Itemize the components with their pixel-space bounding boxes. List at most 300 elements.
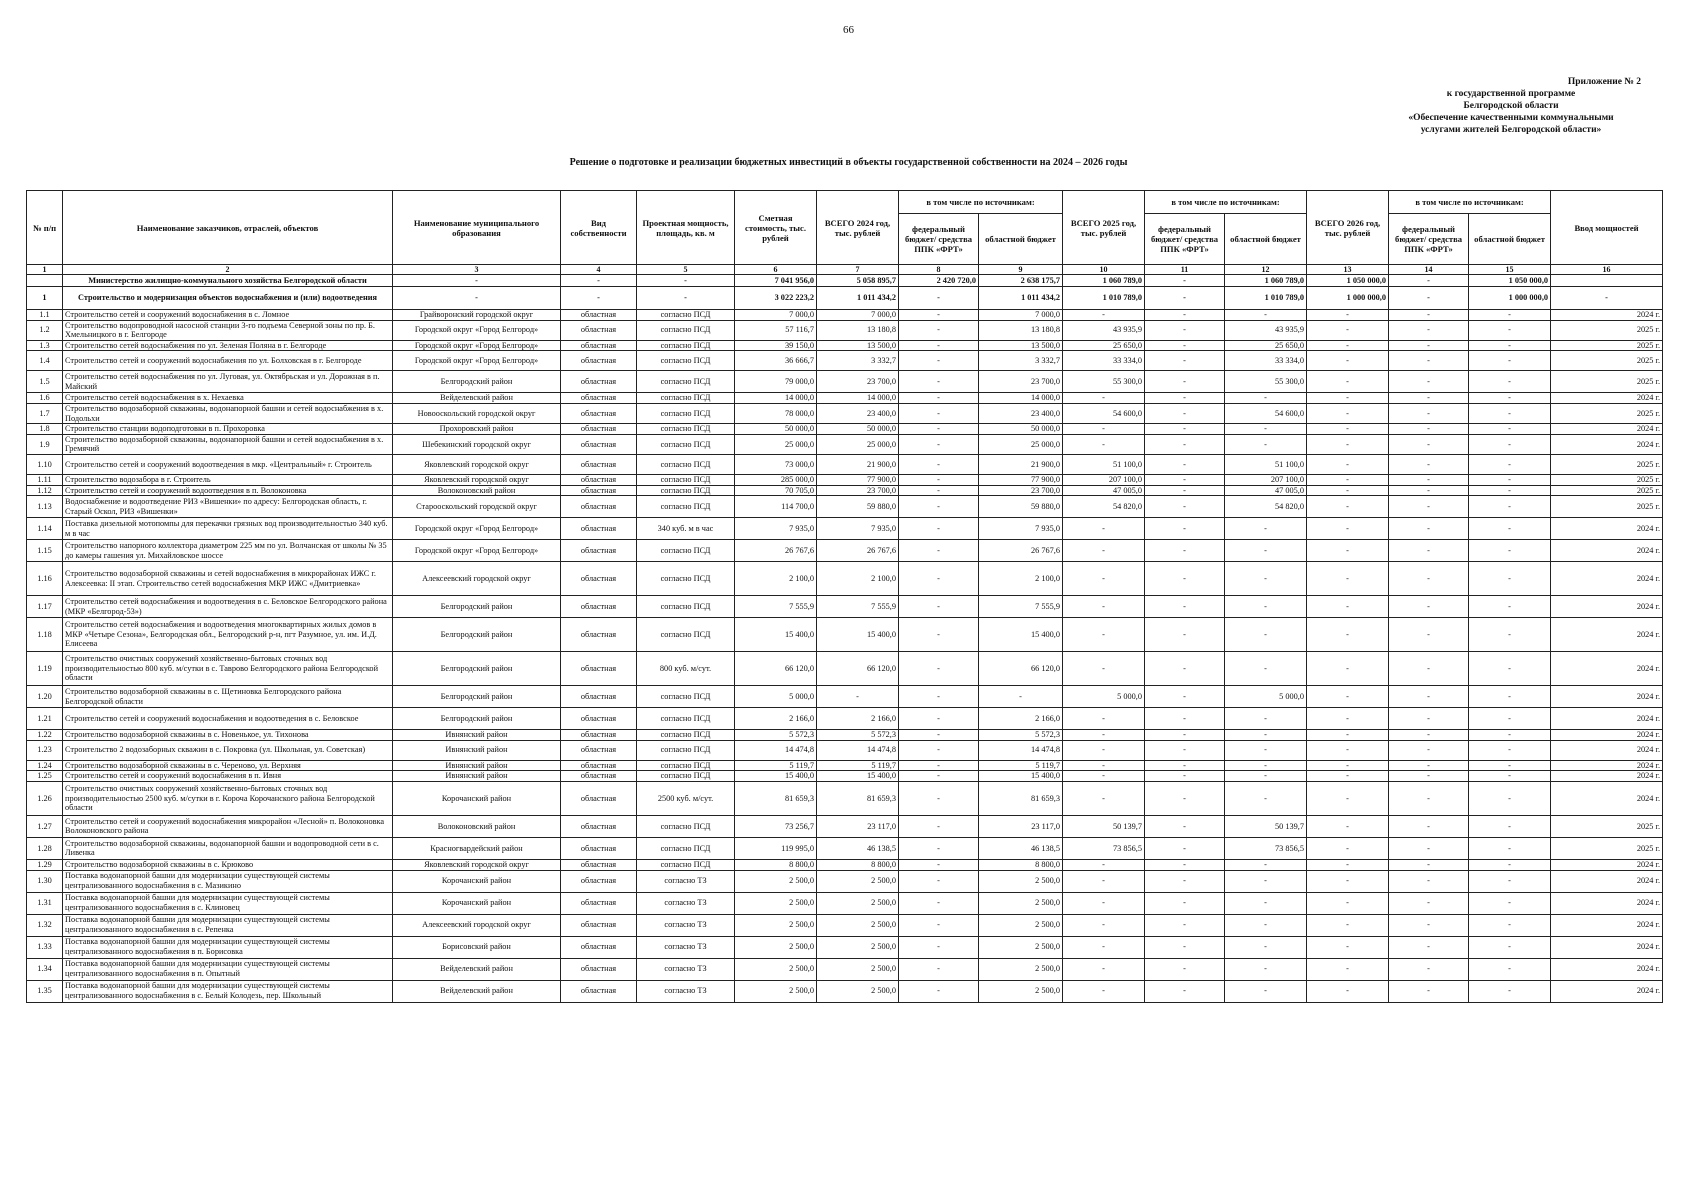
total-2024: 50 000,0: [817, 424, 899, 435]
total-2026: -: [1307, 474, 1389, 485]
row-number: 1.28: [27, 837, 63, 859]
federal-2024: -: [899, 320, 979, 340]
regional-2025: -: [1225, 652, 1307, 686]
capacity: согласно ПСД: [637, 424, 735, 435]
table-row: [27, 340, 1663, 351]
federal-2025: -: [1145, 892, 1225, 914]
municipality: Яковлевский городской округ: [393, 859, 561, 870]
regional-2026: -: [1469, 760, 1551, 771]
object-name: Строительство и модернизация объектов водоснабжения и (или) водоотведения: [63, 287, 393, 310]
total-2026: -: [1307, 958, 1389, 980]
federal-2024: -: [899, 781, 979, 815]
regional-2026: -: [1469, 781, 1551, 815]
regional-2025: 5 000,0: [1225, 686, 1307, 708]
regional-2024: 23 117,0: [979, 815, 1063, 837]
object-name: Поставка дизельной мотопомпы для перекачки грязных вод производительностью 340 куб. м в час: [63, 518, 393, 540]
row-number: 1.31: [27, 892, 63, 914]
column-number: 6: [735, 265, 817, 275]
federal-2025: -: [1145, 474, 1225, 485]
regional-2026: -: [1469, 340, 1551, 351]
capacity: согласно ТЗ: [637, 870, 735, 892]
federal-2025: -: [1145, 859, 1225, 870]
regional-2025: 54 600,0: [1225, 403, 1307, 423]
regional-2026: -: [1469, 771, 1551, 782]
total-2025: 33 334,0: [1063, 351, 1145, 371]
municipality: Вейделевский район: [393, 980, 561, 1002]
municipality: Городской округ «Город Белгород»: [393, 320, 561, 340]
estimated-cost: 73 000,0: [735, 454, 817, 474]
row-number: 1.18: [27, 618, 63, 652]
object-name: Строительство водозаборной скважины в с. Крюково: [63, 859, 393, 870]
row-number: 1.21: [27, 708, 63, 730]
regional-2025: -: [1225, 424, 1307, 435]
total-2024: 3 332,7: [817, 351, 899, 371]
ownership: -: [561, 287, 637, 310]
total-2024: 2 500,0: [817, 980, 899, 1002]
total-2024: 81 659,3: [817, 781, 899, 815]
federal-2026: -: [1389, 562, 1469, 596]
ministry-row: [27, 275, 1663, 287]
total-2024: 23 700,0: [817, 485, 899, 496]
municipality: Алексеевский городской округ: [393, 914, 561, 936]
table-row: [27, 618, 1663, 652]
total-2025: -: [1063, 870, 1145, 892]
row-number: 1.25: [27, 771, 63, 782]
ownership: областная: [561, 562, 637, 596]
commission-year: 2024 г.: [1551, 870, 1663, 892]
regional-2024: 2 500,0: [979, 914, 1063, 936]
regional-2026: -: [1469, 837, 1551, 859]
federal-2024: -: [899, 540, 979, 562]
header-municipality: Наименование муниципального образования: [393, 191, 561, 265]
federal-2025: -: [1145, 815, 1225, 837]
object-name: Строительство водозаборной скважины в с. Новенькое, ул. Тихонова: [63, 730, 393, 741]
municipality: Алексеевский городской округ: [393, 562, 561, 596]
federal-2024: -: [899, 454, 979, 474]
regional-2025: -: [1225, 859, 1307, 870]
total-2024: 1 011 434,2: [817, 287, 899, 310]
federal-2024: -: [899, 496, 979, 518]
regional-2024: 13 500,0: [979, 340, 1063, 351]
municipality: Волоконовский район: [393, 815, 561, 837]
estimated-cost: 57 116,7: [735, 320, 817, 340]
object-name: Строительство сетей водоснабжения и водоотведения многоквартирных жилых домов в МКР «Четыре Сезона», Белгородская обл., Белгородский р-н, пгт Разумное, ул. им. И.Д. Елисеева: [63, 618, 393, 652]
document-title: Решение о подготовке и реализации бюджетных инвестиций в объекты государственной собственности на 2024 – 2026 годы: [569, 157, 1128, 168]
federal-2025: -: [1145, 837, 1225, 859]
estimated-cost: 7 935,0: [735, 518, 817, 540]
table-row: [27, 403, 1663, 423]
table-body: [27, 275, 1663, 1003]
ownership: областная: [561, 496, 637, 518]
regional-2024: 23 700,0: [979, 371, 1063, 393]
federal-2026: -: [1389, 596, 1469, 618]
commission-year: 2025 г.: [1551, 496, 1663, 518]
estimated-cost: 36 666,7: [735, 351, 817, 371]
capacity: согласно ПСД: [637, 403, 735, 423]
estimated-cost: 119 995,0: [735, 837, 817, 859]
total-2026: -: [1307, 870, 1389, 892]
table-row: [27, 708, 1663, 730]
federal-2026: -: [1389, 859, 1469, 870]
federal-2026: -: [1389, 870, 1469, 892]
appendix-line: Приложение № 2: [1567, 77, 1641, 87]
table-row: [27, 914, 1663, 936]
total-2024: 2 500,0: [817, 936, 899, 958]
capacity: согласно ПСД: [637, 496, 735, 518]
municipality: Белгородский район: [393, 596, 561, 618]
regional-2026: -: [1469, 540, 1551, 562]
estimated-cost: 2 500,0: [735, 914, 817, 936]
total-2026: -: [1307, 540, 1389, 562]
total-2024: 13 180,8: [817, 320, 899, 340]
commission-year: -: [1551, 287, 1663, 310]
estimated-cost: 78 000,0: [735, 403, 817, 423]
table-row: [27, 870, 1663, 892]
table-row: [27, 892, 1663, 914]
regional-2026: -: [1469, 596, 1551, 618]
total-2026: -: [1307, 403, 1389, 423]
total-2024: 5 058 895,7: [817, 275, 899, 287]
regional-2026: -: [1469, 320, 1551, 340]
ownership: областная: [561, 474, 637, 485]
municipality: Корочанский район: [393, 870, 561, 892]
regional-2025: 33 334,0: [1225, 351, 1307, 371]
regional-2024: 3 332,7: [979, 351, 1063, 371]
federal-2024: -: [899, 686, 979, 708]
municipality: Белгородский район: [393, 686, 561, 708]
estimated-cost: 285 000,0: [735, 474, 817, 485]
estimated-cost: 50 000,0: [735, 424, 817, 435]
row-number: 1.15: [27, 540, 63, 562]
federal-2024: -: [899, 310, 979, 321]
federal-2025: -: [1145, 287, 1225, 310]
total-2024: 25 000,0: [817, 434, 899, 454]
federal-2026: -: [1389, 708, 1469, 730]
federal-2026: -: [1389, 686, 1469, 708]
column-number: 8: [899, 265, 979, 275]
ownership: областная: [561, 859, 637, 870]
estimated-cost: 2 500,0: [735, 870, 817, 892]
commission-year: 2024 г.: [1551, 686, 1663, 708]
total-2025: -: [1063, 771, 1145, 782]
ownership: областная: [561, 686, 637, 708]
total-2025: 55 300,0: [1063, 371, 1145, 393]
federal-2025: -: [1145, 454, 1225, 474]
total-2024: 23 400,0: [817, 403, 899, 423]
total-2025: -: [1063, 424, 1145, 435]
estimated-cost: 7 555,9: [735, 596, 817, 618]
federal-2024: -: [899, 403, 979, 423]
capacity: согласно ПСД: [637, 562, 735, 596]
table-row: [27, 815, 1663, 837]
ownership: областная: [561, 320, 637, 340]
federal-2025: -: [1145, 980, 1225, 1002]
federal-2025: -: [1145, 540, 1225, 562]
regional-2026: -: [1469, 936, 1551, 958]
federal-2026: -: [1389, 740, 1469, 760]
regional-2026: -: [1469, 980, 1551, 1002]
estimated-cost: 14 474,8: [735, 740, 817, 760]
total-2026: -: [1307, 371, 1389, 393]
row-number: 1.33: [27, 936, 63, 958]
object-name: Поставка водонапорной башни для модернизации существующей системы централизованного водоснабжения в п. Борисовка: [63, 936, 393, 958]
commission-year: 2025 г.: [1551, 815, 1663, 837]
ownership: областная: [561, 340, 637, 351]
regional-2024: 46 138,5: [979, 837, 1063, 859]
federal-2024: -: [899, 815, 979, 837]
table-row: [27, 496, 1663, 518]
capacity: согласно ПСД: [637, 596, 735, 618]
commission-year: 2025 г.: [1551, 837, 1663, 859]
federal-2026: -: [1389, 730, 1469, 741]
total-2025: -: [1063, 740, 1145, 760]
ownership: областная: [561, 914, 637, 936]
total-2025: 73 856,5: [1063, 837, 1145, 859]
regional-2026: -: [1469, 434, 1551, 454]
federal-2026: -: [1389, 540, 1469, 562]
object-name: Строительство сетей водоснабжения по ул. Зеленая Поляна в г. Белгороде: [63, 340, 393, 351]
regional-2026: -: [1469, 474, 1551, 485]
total-2026: -: [1307, 434, 1389, 454]
capacity: согласно ПСД: [637, 454, 735, 474]
row-number: 1: [27, 287, 63, 310]
total-2025: -: [1063, 434, 1145, 454]
regional-2024: 2 500,0: [979, 870, 1063, 892]
regional-2026: -: [1469, 310, 1551, 321]
object-name: Поставка водонапорной башни для модернизации существующей системы централизованного водоснабжения в п. Опытный: [63, 958, 393, 980]
regional-2024: 2 166,0: [979, 708, 1063, 730]
object-name: Строительство сетей и сооружений водоотведения в п. Волоконовка: [63, 485, 393, 496]
total-2025: -: [1063, 708, 1145, 730]
federal-2025: -: [1145, 771, 1225, 782]
federal-2024: -: [899, 518, 979, 540]
table-row: [27, 485, 1663, 496]
municipality: Белгородский район: [393, 618, 561, 652]
federal-2025: -: [1145, 496, 1225, 518]
estimated-cost: 66 120,0: [735, 652, 817, 686]
regional-2024: 1 011 434,2: [979, 287, 1063, 310]
federal-2024: -: [899, 371, 979, 393]
appendix-line: услугами жителей Белгородской области»: [1420, 125, 1602, 135]
capacity: -: [637, 275, 735, 287]
federal-2025: -: [1145, 708, 1225, 730]
table-row: [27, 730, 1663, 741]
federal-2025: -: [1145, 652, 1225, 686]
capacity: согласно ПСД: [637, 340, 735, 351]
total-2025: -: [1063, 310, 1145, 321]
ownership: областная: [561, 730, 637, 741]
commission-year: 2025 г.: [1551, 474, 1663, 485]
federal-2026: -: [1389, 815, 1469, 837]
regional-2024: 5 119,7: [979, 760, 1063, 771]
federal-2024: -: [899, 351, 979, 371]
row-number: 1.4: [27, 351, 63, 371]
federal-2025: -: [1145, 936, 1225, 958]
federal-2025: -: [1145, 914, 1225, 936]
regional-2025: -: [1225, 771, 1307, 782]
total-2025: -: [1063, 562, 1145, 596]
municipality: Борисовский район: [393, 936, 561, 958]
regional-2025: -: [1225, 434, 1307, 454]
object-name: Строительство сетей и сооружений водоснабжения по ул. Болховская в г. Белгороде: [63, 351, 393, 371]
appendix-line: к государственной программе: [1446, 89, 1576, 99]
total-2024: 2 100,0: [817, 562, 899, 596]
column-number: 3: [393, 265, 561, 275]
regional-2025: -: [1225, 958, 1307, 980]
municipality: Старооскольский городской округ: [393, 496, 561, 518]
regional-2024: -: [979, 686, 1063, 708]
total-2025: -: [1063, 730, 1145, 741]
ownership: областная: [561, 351, 637, 371]
municipality: Корочанский район: [393, 781, 561, 815]
row-number: 1.35: [27, 980, 63, 1002]
object-name: Поставка водонапорной башни для модернизации существующей системы централизованного водоснабжения в с. Репенка: [63, 914, 393, 936]
object-name: Поставка водонапорной башни для модернизации существующей системы централизованного водоснабжения в с. Белый Колодезь, пер. Школьный: [63, 980, 393, 1002]
total-2026: -: [1307, 815, 1389, 837]
total-2025: -: [1063, 859, 1145, 870]
table-row: [27, 371, 1663, 393]
regional-2024: 8 800,0: [979, 859, 1063, 870]
federal-2025: -: [1145, 781, 1225, 815]
federal-2025: -: [1145, 403, 1225, 423]
federal-2026: -: [1389, 652, 1469, 686]
table-row: [27, 351, 1663, 371]
municipality: Белгородский район: [393, 708, 561, 730]
estimated-cost: 8 800,0: [735, 859, 817, 870]
regional-2025: -: [1225, 618, 1307, 652]
header-federal-2026: федеральный бюджет/ средства ППК «ФРТ»: [1389, 214, 1469, 265]
total-2025: -: [1063, 760, 1145, 771]
federal-2024: -: [899, 652, 979, 686]
regional-2025: -: [1225, 870, 1307, 892]
ownership: областная: [561, 760, 637, 771]
total-2026: -: [1307, 310, 1389, 321]
regional-2026: -: [1469, 958, 1551, 980]
object-name: Строительство сетей водоснабжения в х. Нехаевка: [63, 393, 393, 404]
ownership: областная: [561, 393, 637, 404]
estimated-cost: 25 000,0: [735, 434, 817, 454]
federal-2025: -: [1145, 320, 1225, 340]
regional-2025: -: [1225, 914, 1307, 936]
capacity: 800 куб. м/сут.: [637, 652, 735, 686]
commission-year: 2024 г.: [1551, 424, 1663, 435]
total-2024: 46 138,5: [817, 837, 899, 859]
row-number: 1.8: [27, 424, 63, 435]
regional-2025: -: [1225, 393, 1307, 404]
municipality: Городской округ «Город Белгород»: [393, 540, 561, 562]
commission-year: 2025 г.: [1551, 485, 1663, 496]
federal-2026: -: [1389, 892, 1469, 914]
total-2025: -: [1063, 914, 1145, 936]
header-federal-2025: федеральный бюджет/ средства ППК «ФРТ»: [1145, 214, 1225, 265]
total-2026: -: [1307, 652, 1389, 686]
estimated-cost: 39 150,0: [735, 340, 817, 351]
total-2026: -: [1307, 837, 1389, 859]
table-row: [27, 596, 1663, 618]
capacity: согласно ПСД: [637, 320, 735, 340]
federal-2026: -: [1389, 760, 1469, 771]
municipality: Шебекинский городской округ: [393, 434, 561, 454]
federal-2026: -: [1389, 371, 1469, 393]
total-2026: -: [1307, 618, 1389, 652]
federal-2026: -: [1389, 454, 1469, 474]
total-2026: -: [1307, 340, 1389, 351]
commission-year: 2024 г.: [1551, 980, 1663, 1002]
estimated-cost: 5 119,7: [735, 760, 817, 771]
estimated-cost: 79 000,0: [735, 371, 817, 393]
federal-2024: -: [899, 393, 979, 404]
regional-2024: 59 880,0: [979, 496, 1063, 518]
total-2024: 15 400,0: [817, 771, 899, 782]
municipality: Волоконовский район: [393, 485, 561, 496]
row-number: 1.10: [27, 454, 63, 474]
table-row: [27, 740, 1663, 760]
estimated-cost: 15 400,0: [735, 618, 817, 652]
federal-2026: -: [1389, 837, 1469, 859]
row-number: 1.14: [27, 518, 63, 540]
total-2026: -: [1307, 485, 1389, 496]
regional-2026: -: [1469, 730, 1551, 741]
capacity: согласно ПСД: [637, 371, 735, 393]
table-row: [27, 320, 1663, 340]
object-name: Строительство водозаборной скважины, водонапорной башни и сетей водоснабжения в х. Гремячий: [63, 434, 393, 454]
regional-2026: -: [1469, 371, 1551, 393]
row-number: 1.30: [27, 870, 63, 892]
total-2026: -: [1307, 781, 1389, 815]
regional-2025: 43 935,9: [1225, 320, 1307, 340]
column-number: 9: [979, 265, 1063, 275]
capacity: согласно ТЗ: [637, 936, 735, 958]
municipality: Новооскольский городской округ: [393, 403, 561, 423]
total-2026: -: [1307, 518, 1389, 540]
regional-2026: -: [1469, 496, 1551, 518]
regional-2025: 207 100,0: [1225, 474, 1307, 485]
column-number: 14: [1389, 265, 1469, 275]
regional-2024: 25 000,0: [979, 434, 1063, 454]
regional-2025: 25 650,0: [1225, 340, 1307, 351]
capacity: 340 куб. м в час: [637, 518, 735, 540]
capacity: согласно ТЗ: [637, 914, 735, 936]
column-number: 2: [63, 265, 393, 275]
federal-2024: -: [899, 562, 979, 596]
federal-2026: -: [1389, 496, 1469, 518]
regional-2025: -: [1225, 760, 1307, 771]
commission-year: 2024 г.: [1551, 859, 1663, 870]
federal-2024: -: [899, 958, 979, 980]
total-2026: -: [1307, 708, 1389, 730]
column-number: 12: [1225, 265, 1307, 275]
total-2024: 23 700,0: [817, 371, 899, 393]
estimated-cost: 7 000,0: [735, 310, 817, 321]
ownership: областная: [561, 892, 637, 914]
total-2026: -: [1307, 496, 1389, 518]
header-regional-2024: областной бюджет: [979, 214, 1063, 265]
commission-year: 2024 г.: [1551, 393, 1663, 404]
federal-2025: -: [1145, 434, 1225, 454]
total-2024: 15 400,0: [817, 618, 899, 652]
capacity: согласно ПСД: [637, 618, 735, 652]
regional-2026: -: [1469, 518, 1551, 540]
capacity: согласно ТЗ: [637, 892, 735, 914]
capacity: согласно ПСД: [637, 740, 735, 760]
regional-2024: 2 500,0: [979, 980, 1063, 1002]
federal-2026: -: [1389, 310, 1469, 321]
federal-2025: -: [1145, 958, 1225, 980]
capacity: согласно ПСД: [637, 686, 735, 708]
regional-2025: -: [1225, 980, 1307, 1002]
object-name: Строительство водозабора в г. Строитель: [63, 474, 393, 485]
total-2026: -: [1307, 424, 1389, 435]
